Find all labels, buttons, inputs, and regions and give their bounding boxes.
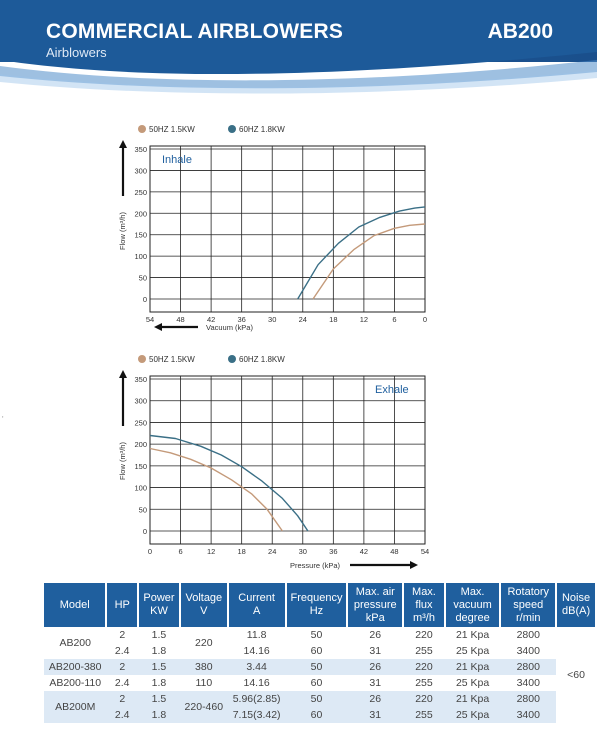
column-header-text: flux bbox=[415, 598, 433, 611]
voltage-cell: 220 bbox=[195, 637, 213, 649]
column-header-text: degree bbox=[455, 611, 490, 624]
voltage-cell: 380 bbox=[180, 659, 228, 675]
pressure-cell: 26 bbox=[347, 691, 403, 707]
vacuum-cell: 25 Kpa bbox=[445, 707, 501, 723]
speed-cell: 3400 bbox=[516, 677, 540, 689]
frequency-cell: 60 bbox=[286, 707, 348, 723]
hp-cell: 2.4 bbox=[106, 707, 138, 723]
frequency-cell: 50 bbox=[310, 629, 323, 641]
power-cell: 1.5 bbox=[138, 691, 180, 707]
page-title: COMMERCIAL AIRBLOWERS bbox=[46, 20, 344, 43]
current-cell: 7.15(3.42) bbox=[228, 707, 286, 723]
legend-marker bbox=[228, 125, 236, 133]
y-axis-arrowhead bbox=[119, 370, 127, 378]
x-tick-label: 42 bbox=[206, 315, 216, 324]
current-cell: 5.96(2.85) bbox=[228, 691, 286, 707]
power-cell: 1.8 bbox=[151, 645, 167, 657]
x-axis-label: Pressure (kPa) bbox=[290, 561, 341, 570]
y-axis-label: Flow (m³/h) bbox=[118, 212, 127, 250]
speed-cell: 3400 bbox=[516, 645, 540, 657]
column-header-text: Noise bbox=[561, 592, 591, 604]
legend-label: 50HZ 1.5KW bbox=[149, 125, 195, 134]
x-tick-label: 48 bbox=[390, 547, 399, 556]
column-header-text: Rotatory bbox=[507, 585, 550, 598]
spec-table bbox=[44, 583, 597, 723]
column-header-text: KW bbox=[150, 605, 168, 617]
power-cell: 1.8 bbox=[151, 677, 167, 689]
column-header-text: Max. bbox=[460, 585, 485, 598]
flux-cell: 255 bbox=[415, 677, 433, 689]
x-axis-arrowhead bbox=[154, 323, 162, 331]
table-row bbox=[44, 627, 596, 643]
column-header-text: kPa bbox=[365, 611, 385, 624]
x-tick-label: 30 bbox=[268, 315, 277, 324]
hp-cell: 2 bbox=[106, 691, 138, 707]
table-row bbox=[44, 675, 596, 691]
column-header bbox=[500, 583, 556, 627]
x-tick-label: 24 bbox=[298, 315, 307, 324]
column-header-text: Frequency bbox=[290, 592, 343, 604]
y-tick-label: 250 bbox=[134, 187, 147, 197]
frequency-cell: 50 bbox=[286, 691, 348, 707]
vacuum-cell: 25 Kpa bbox=[455, 645, 490, 657]
y-tick-label: 150 bbox=[134, 230, 147, 240]
column-header-text: Max. bbox=[412, 585, 436, 598]
y-axis-label: Flow (m³/h) bbox=[118, 442, 127, 480]
column-header-text: pressure bbox=[353, 598, 397, 611]
vacuum-cell: 25 Kpa bbox=[455, 677, 490, 689]
power-cell: 1.5 bbox=[138, 659, 180, 675]
model-cell: AB200-110 bbox=[49, 677, 102, 689]
x-tick-label: 36 bbox=[329, 547, 338, 556]
y-tick-label: 300 bbox=[134, 166, 147, 176]
pressure-cell: 26 bbox=[369, 629, 382, 641]
y-tick-label: 50 bbox=[138, 505, 147, 515]
frequency-cell: 50 bbox=[286, 659, 348, 675]
y-tick-label: 50 bbox=[138, 273, 147, 283]
y-tick-label: 150 bbox=[134, 461, 147, 471]
speed-cell: 3400 bbox=[500, 707, 556, 723]
voltage-cell: 220-460 bbox=[180, 691, 228, 723]
table-row bbox=[44, 643, 596, 659]
x-axis-label: Vacuum (kPa) bbox=[206, 323, 253, 332]
y-tick-label: 350 bbox=[134, 145, 147, 154]
column-header bbox=[347, 583, 403, 627]
column-header-text: V bbox=[200, 605, 208, 617]
chart-annotation: Inhale bbox=[162, 154, 192, 166]
flux-cell: 255 bbox=[415, 645, 433, 657]
x-tick-label: 18 bbox=[237, 547, 246, 556]
x-tick-label: 18 bbox=[329, 315, 338, 324]
column-header bbox=[445, 583, 501, 627]
x-tick-label: 12 bbox=[359, 315, 369, 324]
model-cell: AB200-380 bbox=[44, 659, 106, 675]
table-body bbox=[44, 627, 596, 723]
column-header-text: m³/h bbox=[412, 611, 435, 624]
x-tick-label: 6 bbox=[392, 315, 397, 324]
speed-cell: 2800 bbox=[516, 629, 540, 641]
column-header-text: dB(A) bbox=[561, 605, 591, 617]
margin-mark: ' bbox=[2, 415, 4, 424]
column-header-text: Voltage bbox=[185, 592, 223, 604]
chart-svg bbox=[110, 118, 440, 338]
column-header bbox=[106, 583, 138, 627]
chart-svg bbox=[110, 348, 440, 570]
hp-cell: 2 bbox=[106, 659, 138, 675]
plot-frame bbox=[150, 146, 425, 312]
voltage-cell: 110 bbox=[195, 677, 213, 689]
chart-annotation: Exhale bbox=[375, 384, 409, 396]
current-cell: 3.44 bbox=[228, 659, 286, 675]
legend-label: 60HZ 1.8KW bbox=[239, 125, 285, 134]
pressure-cell: 31 bbox=[347, 707, 403, 723]
frequency-cell: 60 bbox=[310, 677, 323, 689]
model-cell: AB200 bbox=[59, 637, 91, 649]
x-tick-label: 0 bbox=[147, 547, 153, 556]
column-header-text: Power bbox=[143, 592, 175, 604]
table-row bbox=[44, 707, 596, 723]
x-tick-label: 54 bbox=[420, 547, 430, 556]
column-header-text: speed bbox=[513, 598, 544, 611]
hp-cell: 2.4 bbox=[114, 645, 130, 657]
y-tick-label: 0 bbox=[142, 527, 147, 536]
speed-cell: 2800 bbox=[500, 659, 556, 675]
column-header-text: Max. air bbox=[355, 585, 395, 598]
column-header-text: A bbox=[252, 605, 261, 617]
y-tick-label: 300 bbox=[134, 396, 147, 406]
vacuum-cell: 21 Kpa bbox=[455, 629, 490, 641]
y-tick-label: 200 bbox=[134, 209, 147, 219]
power-cell: 1.5 bbox=[151, 629, 167, 641]
pressure-cell: 31 bbox=[369, 645, 382, 657]
column-header-text: Current bbox=[238, 592, 275, 604]
column-header bbox=[286, 583, 348, 627]
flux-cell: 255 bbox=[403, 707, 445, 723]
x-tick-label: 24 bbox=[268, 547, 277, 556]
column-header-text: vacuum bbox=[453, 598, 492, 611]
x-tick-label: 48 bbox=[176, 315, 185, 324]
page-subtitle: Airblowers bbox=[46, 45, 107, 60]
legend-label: 60HZ 1.8KW bbox=[239, 355, 285, 364]
x-tick-label: 0 bbox=[422, 315, 428, 324]
series-line-60hz bbox=[150, 436, 308, 532]
current-cell: 14.16 bbox=[243, 677, 270, 689]
series-line-50hz bbox=[150, 449, 282, 532]
y-tick-label: 200 bbox=[134, 440, 147, 450]
exhale-chart bbox=[110, 348, 440, 570]
series-line-60hz bbox=[298, 207, 425, 299]
flux-cell: 220 bbox=[403, 659, 445, 675]
column-header bbox=[556, 583, 596, 627]
current-cell: 14.16 bbox=[243, 645, 270, 657]
legend-marker bbox=[138, 355, 146, 363]
pressure-cell: 31 bbox=[369, 677, 382, 689]
series-line-50hz bbox=[313, 224, 425, 299]
column-header bbox=[228, 583, 286, 627]
legend-marker bbox=[138, 125, 146, 133]
table-header-row bbox=[44, 583, 596, 627]
x-tick-label: 36 bbox=[237, 315, 246, 324]
model-name: AB200 bbox=[487, 20, 553, 43]
x-tick-label: 54 bbox=[145, 315, 155, 324]
current-cell: 11.8 bbox=[246, 629, 267, 641]
x-tick-label: 12 bbox=[206, 547, 216, 556]
model-cell: AB200M bbox=[44, 691, 106, 723]
legend-label: 50HZ 1.5KW bbox=[149, 355, 195, 364]
y-tick-label: 250 bbox=[134, 418, 147, 428]
vacuum-cell: 21 Kpa bbox=[445, 691, 501, 707]
frequency-cell: 60 bbox=[310, 645, 323, 657]
speed-cell: 2800 bbox=[500, 691, 556, 707]
column-header bbox=[138, 583, 180, 627]
y-axis-arrowhead bbox=[119, 140, 127, 148]
y-tick-label: 100 bbox=[134, 483, 147, 493]
column-header-text: HP bbox=[114, 598, 130, 611]
page-header bbox=[0, 0, 597, 95]
y-tick-label: 0 bbox=[142, 295, 147, 304]
x-tick-label: 6 bbox=[178, 547, 183, 556]
y-tick-label: 350 bbox=[134, 375, 147, 384]
table-row bbox=[44, 691, 596, 707]
noise-cell: <60 bbox=[556, 627, 596, 723]
column-header-text: r/min bbox=[516, 611, 541, 624]
column-header bbox=[44, 583, 106, 627]
column-header bbox=[403, 583, 445, 627]
inhale-chart bbox=[110, 118, 440, 338]
flux-cell: 220 bbox=[415, 629, 433, 641]
column-header-text: Model bbox=[59, 598, 90, 611]
column-header-text: Hz bbox=[309, 605, 324, 617]
column-header bbox=[180, 583, 228, 627]
hp-cell: 2 bbox=[119, 629, 126, 641]
y-tick-label: 100 bbox=[134, 252, 147, 262]
table-row bbox=[44, 659, 596, 675]
x-tick-label: 42 bbox=[359, 547, 369, 556]
x-axis-arrowhead bbox=[410, 561, 418, 569]
power-cell: 1.8 bbox=[138, 707, 180, 723]
x-tick-label: 30 bbox=[298, 547, 307, 556]
pressure-cell: 26 bbox=[347, 659, 403, 675]
legend-marker bbox=[228, 355, 236, 363]
vacuum-cell: 21 Kpa bbox=[445, 659, 501, 675]
hp-cell: 2.4 bbox=[114, 677, 130, 689]
flux-cell: 220 bbox=[403, 691, 445, 707]
